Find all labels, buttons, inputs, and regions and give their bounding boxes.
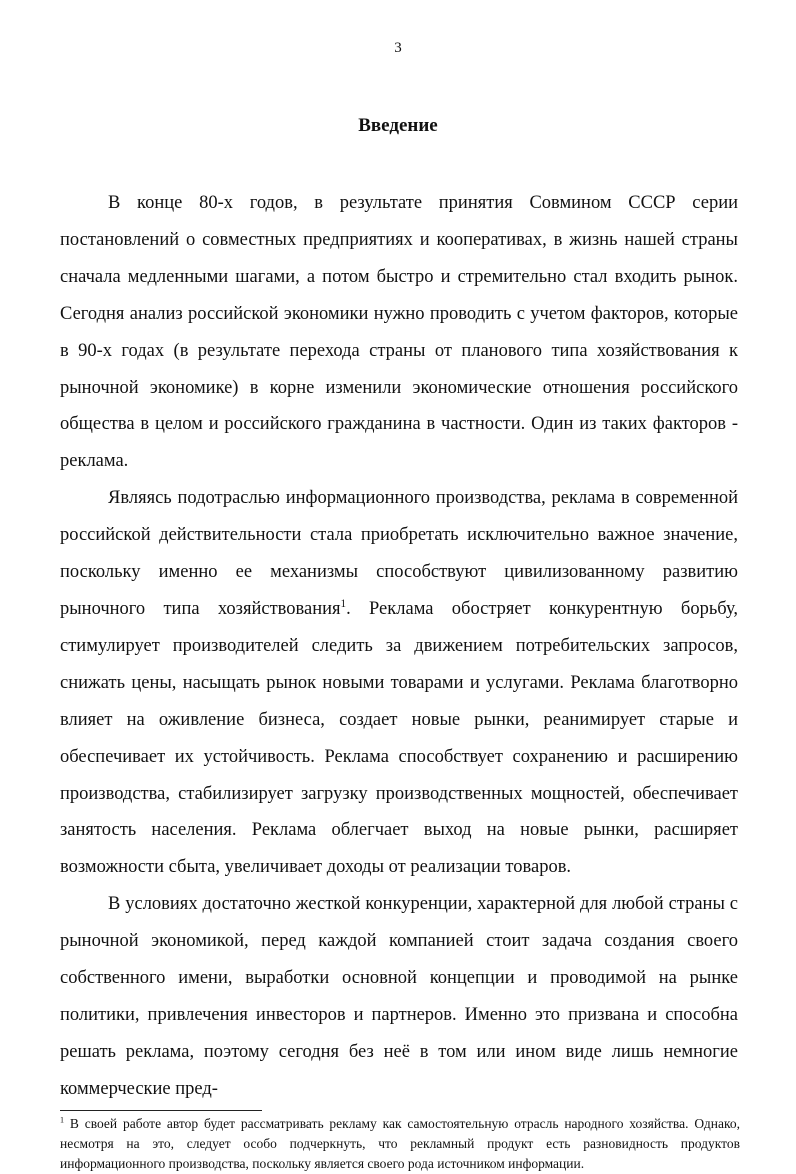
paragraph-advertising-role [60,480,738,886]
footnote-reference[interactable]: 1 [340,597,347,610]
footnote [60,1114,740,1174]
paragraph-competition [60,886,738,1107]
footnote-marker: 1 [60,1115,65,1125]
paragraph-2-text-before: Являясь подотраслью информационного производства, реклама в современной российской действительности стала приобретать исключительно важное значение, поскольку именно ее механизмы способствуют цивилизованному развитию рыночного типа хозяйствования [60,488,738,619]
page-number: 3 [394,40,402,56]
footnote-text: В своей работе автор будет рассматривать рекламу как самостоятельную отрасль народного хозяйства. Однако, несмотря на это, следует особо подчеркнуть, что рекламный продукт есть разновидность продуктов информационного производства, поскольку является своего рода источником информации. [60,1116,740,1171]
page-title: Введение [358,115,438,136]
paragraph-3-text: В условиях достаточно жесткой конкуренции, характерной для любой страны с рыночной экономикой, перед каждой компанией стоит задача создания своего собственного имени, выработки основной концепции и проводимой на рынке политики, привлечения инвесторов и партнеров. Именно это призвана и способна решать реклама, поэтому сегодня без неё в том или ином виде лишь немногие коммерческие пред- [60,894,738,1099]
paragraph-intro [60,185,738,480]
body-text [60,185,738,1108]
footnote-divider [60,1110,262,1111]
paragraph-1-text: В конце 80-х годов, в результате принятия Совмином СССР серии постановлений о совместных предприятиях и кооперативах, в жизнь нашей страны сначала медленными шагами, а потом быстро и стремительно стал входить рынок. Сегодня анализ российской экономики нужно проводить с учетом факторов, которые в 90-х годах (в результате перехода страны от планового типа хозяйствования к рыночной экономике) в корне изменили экономические отношения российского общества в целом и российского гражданина в частности. Один из таких факторов - реклама. [60,193,738,472]
paragraph-2-text-after: . Реклама обостряет конкурентную борьбу, стимулирует производителей следить за движением потребительских запросов, снижать цены, насыщать рынок новыми товарами и услугами. Реклама благотворно влияет на оживление бизнеса, создает новые рынки, реанимирует старые и обеспечивает их устойчивость. Реклама способствует сохранению и расширению производства, стабилизирует загрузку производственных мощностей, обеспечивает занятость населения. Реклама облегчает выход на новые рынки, расширяет возможности сбыта, увеличивает доходы от реализации товаров. [60,598,738,878]
